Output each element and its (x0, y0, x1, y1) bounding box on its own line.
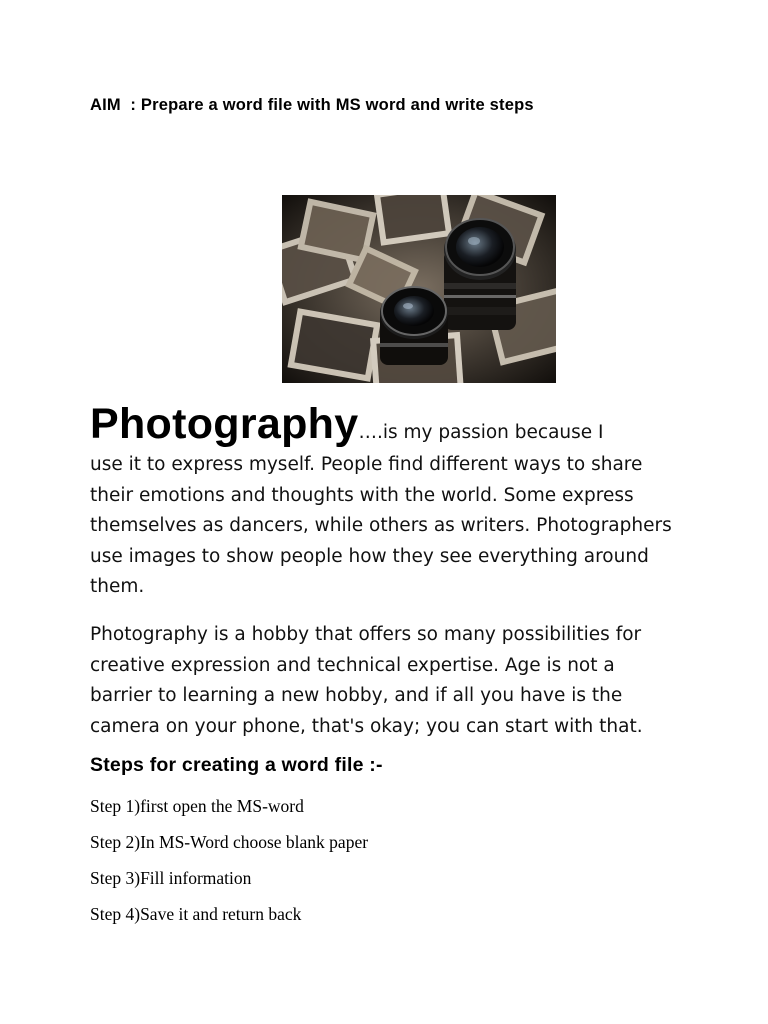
step-item: Step 2)In MS-Word choose blank paper (90, 832, 369, 852)
hobby-line: Photography is a hobby that offers so many possibilities for (90, 624, 642, 645)
step-item: Step 1)first open the MS-word (90, 796, 304, 816)
intro-line: their emotions and thoughts with the world. Some express (90, 484, 634, 506)
camera-photo-image (282, 195, 556, 383)
camera-lens-icon (282, 195, 556, 383)
intro-line: use images to show people how they see everything around (90, 545, 649, 567)
step-item: Step 3)Fill information (90, 868, 252, 888)
hobby-line: barrier to learning a new hobby, and if all you have is the (90, 685, 623, 706)
intro-line: them. (90, 576, 145, 597)
intro-line: themselves as dancers, while others as writers. Photographers (90, 515, 672, 536)
step-item: Step 4)Save it and return back (90, 904, 302, 924)
intro-line1-rest: ….is my passion because I (358, 422, 604, 443)
hobby-line: creative expression and technical expertise. Age is not a (90, 654, 615, 676)
photography-title: Photography (90, 400, 359, 448)
aim-heading: AIM : Prepare a word file with MS word and write steps (90, 96, 534, 114)
steps-heading: Steps for creating a word file :- (90, 754, 383, 776)
hobby-line: camera on your phone, that's okay; you can start with that. (90, 715, 643, 737)
steps-list (90, 795, 368, 939)
intro-paragraph (90, 398, 690, 603)
intro-line: use it to express myself. People find different ways to share (90, 454, 643, 475)
hobby-paragraph (90, 620, 690, 742)
intro-first-line (90, 398, 690, 450)
